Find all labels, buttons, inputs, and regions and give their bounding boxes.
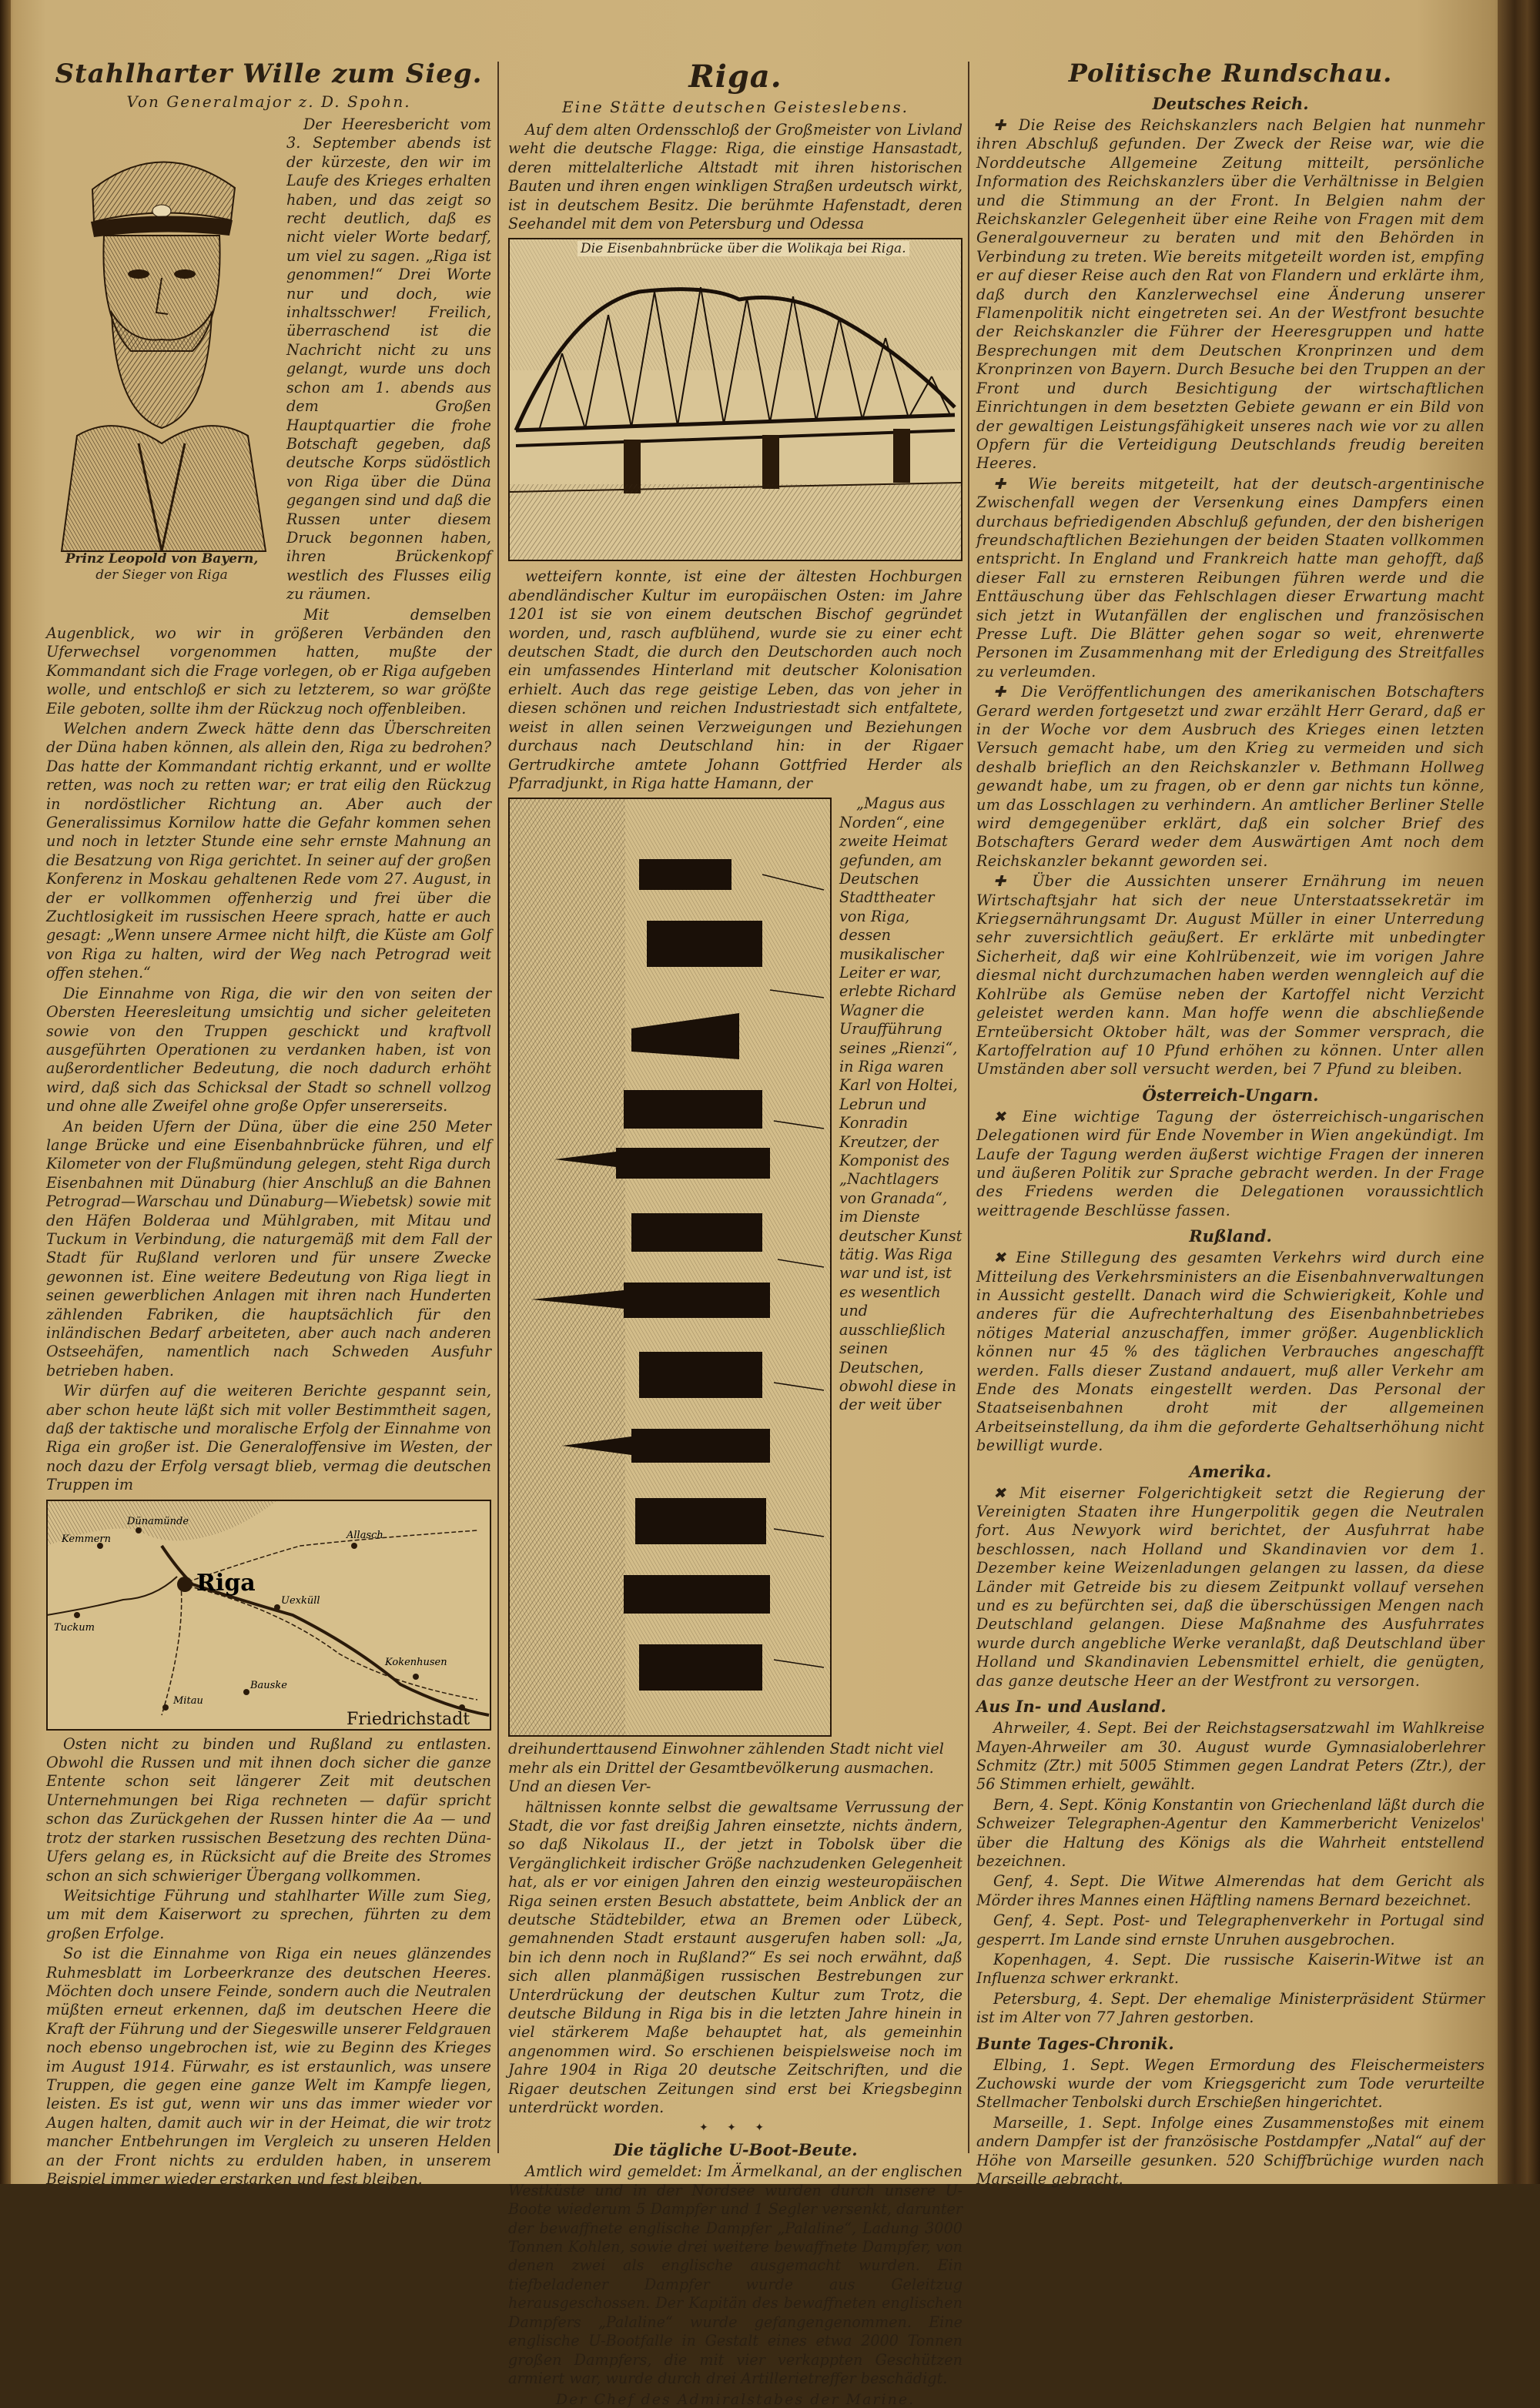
section-oesterreich-ungarn: Österreich-Ungarn. [1142, 1085, 1319, 1105]
news-item: ✚ Die Veröffentlichungen des amerikanischen Botschafters Gerard werden fortgesetzt und zwar erzählt Herr Gerard, daß er in der Woche vor dem Ausbruch des Krieges einen letzten Versuch gemacht habe, um den Krieg zu vermeiden und sich deshalb brieflich an den Reichskanzler v. Bethmann Hollweg gewandt habe, um zu fragen, ob er denn gar nichts tun könne, um das Losschlagen zu verhindern. An amtlicher Berliner Stelle wird demgegenüber erklärt, daß ein solcher Brief des Botschafters Gerard weder dem Auswärtigen Amt noch dem Reichskanzler bekannt geworden sei. [976, 683, 1485, 870]
map-engraving [46, 1500, 491, 1731]
paragraph: „Magus aus Norden“, eine zweite Heimat gefunden, am Deutschen Stadttheater von Riga, dessen musikalischer Leiter er war, erlebte Richard Wagner die Uraufführung seines „Rienzi“, in Riga waren Karl von Holtei, Lebrun und Konradin Kreutzer, der Komponist des „Nachtlagers von Granada“, im Dienste deutscher Kunst tätig. Was Riga war und ist, ist es wesentlich und ausschließlich seinen Deutschen, obwohl diese in der weit über dreihunderttausend Einwohner zählenden Stadt nicht viel mehr als ein Drittel der Gesamtbevölkerung ausmachen. Und an diesen Ver- [508, 794, 962, 1796]
news-brief: Kopenhagen, 4. Sept. Die russische Kaiserin-Witwe ist an Influenza schwer erkrankt. [976, 1950, 1485, 1988]
map-label: Mitau [173, 1694, 203, 1707]
news-brief: Elbing, 1. Sept. Wegen Ermordung des Fleischermeisters Zuchowski wurde der vom Kriegsgericht zum Tode verurteilte Stellmacher Tenbolski durch Erschießen hingerichtet. [976, 2055, 1485, 2112]
page-left-edge [0, 0, 11, 2184]
paragraph: Mit demselben Augenblick, wo wir in größeren Verbänden den Uferwechsel vorgenommen hatten, mußte der Kommandant sich die Frage vorlegen, ob er Riga aufgeben wolle, und entschloß er sich zu letzterem, so war größte Eile geboten, sollte ihm der Rückzug noch offenbleiben. [46, 605, 491, 717]
map-label: Uexküll [281, 1594, 320, 1607]
news-item: ✖ Mit eiserner Folgerichtigkeit setzt die Regierung der Vereinigten Staaten ihre Hungerpolitik gegen die Neutralen fort. Aus Newyork wird berichtet, der Ausfuhrrat habe beschlossen, nach Holland und Skandinavien vor dem 1. Dezember keine Weizenladungen gelangen zu lassen, da diese Länder mit Getreide bis zu diesem Zeitpunkt vollauf versehen und es zu befürchten sei, daß die überschüssigen Mengen nach Deutschland gelangen. Diese Maßnahme des Ausfuhrrates wurde durch angebliche Werke veranlaßt, daß Deutschland über Holland und Skandinavien Lebensmittel erhielt, die genügten, das ganze deutsche Heer an der Westfront zu versorgen. [976, 1483, 1485, 1690]
city-engraving [508, 798, 832, 1737]
news-brief: Ahrweiler, 4. Sept. Bei der Reichstagsersatzwahl im Wahlkreise Mayen-Ahrweiler am 30. August wurde Gymnasialoberlehrer Schmitz (Ztr.) mit 5005 Stimmen gegen Landrat Peters (Ztr.), der 56 Stimmen erhielt, gewählt. [976, 1719, 1485, 1794]
uboot-signature: Der Chef des Admiralstabes der Marine. [555, 2391, 916, 2408]
section-russland: Rußland. [1189, 1226, 1272, 1246]
article-subhead: Eine Stätte deutschen Geisteslebens. [562, 98, 909, 116]
map-riga-region [46, 1500, 491, 1731]
paragraph: Osten nicht zu binden und Rußland zu entlasten. Obwohl die Russen und mit ihnen doch sicher die ganze Entente schon seit längerer Zeit mit deutschen Unternehmungen bei Riga rechneten — dafür spricht schon das Zurückgehen der Russen hinter die Aa — und trotz der starken russischen Besetzung des rechten Düna-Ufers gelang es, in Rücksicht auf die Breite des Stromes schon an sich schwieriger Übergang vollkommen. [46, 1734, 491, 1885]
portrait-caption-title: der Sieger von Riga [95, 567, 228, 583]
paragraph: Der Heeresbericht vom 3. September abends ist der kürzeste, den wir im Laufe des Krieges erhalten haben, und das zeigt so recht deutlich, daß es nicht vieler Worte bedarf, um viel zu sagen. „Riga ist genommen!“ Drei Worte nur und doch, wie inhaltsschwer! Freilich, überraschend ist die Nachricht nicht zu uns gelangt, wurde uns doch schon am 1. abends aus dem Großen Hauptquartier die frohe Botschaft gegeben, daß deutsche Korps südöstlich von Riga über die Düna gegangen sind und daß die Russen unter diesem Druck begonnen haben, ihren Brückenkopf westlich des Flusses eilig zu räumen. [286, 115, 491, 604]
bridge-caption: Die Eisenbahnbrücke über die Wolikaja bei Riga. [578, 241, 909, 256]
map-label: Riga [196, 1569, 256, 1597]
paragraph: An beiden Ufern der Düna, über die eine 250 Meter lange Brücke und eine Eisenbahnbrücke führen, und elf Kilometer von der Flußmündung gelegen, steht Riga durch Eisenbahnen mit Dünaburg (hier Anschluß an die Bahnen Petrograd—Warschau und Dünaburg—Wiebetsk) sowie mit den Häfen Bolderaa und Mühlgraben, mit Mitau und Tuckum in Verbindung, die naturgemäß mit dem Fall der Stadt für Rußland verloren und für unsere Zwecke gewonnen ist. Eine weitere Bedeutung von Riga liegt in seinen gewerblichen Anlagen mit ihren nach Hunderten zählenden Fabriken, die hauptsächlich für den inländischen Bedarf arbeiteten, aber auch nach anderen Ostseehäfen, namentlich nach Schweden Ausfuhr betrieben haben. [46, 1117, 491, 1380]
map-label: Bauske [250, 1679, 287, 1691]
paragraph: So ist die Einnahme von Riga ein neues glänzendes Ruhmesblatt im Lorbeerkranze des deutschen Heeres. Möchten doch unsere Feinde, sondern auch die Neutralen müßten erneut erkennen, daß im deutschen Heere die Kraft der Führung und der Siegeswille unserer Feldgrauen noch ebenso ungebrochen ist, wie zu Beginn des Krieges im August 1914. Fürwahr, es ist erstaunlich, was unsere Truppen, die gegen eine ganze Welt im Kampfe liegen, leisten. Es ist gut, wenn wir uns das immer wieder vor Augen halten, damit auch wir in der Heimat, die wir trotz mancher Entbehrungen im Vergleich zu unseren Helden an der Front nichts zu erdulden haben, in unserem Beispiel immer wieder erstarken und fest bleiben. [46, 1945, 491, 2188]
article-riga [508, 54, 962, 2408]
bridge-engraving [508, 238, 962, 561]
paragraph: Wir dürfen auf die weiteren Berichte gespannt sein, aber schon heute läßt sich mit voller Bestimmtheit sagen, daß der taktische und moralische Erfolg der Einnahme von Riga ein großer ist. Die Generaloffensive im Westen, der noch dazu der Erfolg versagt blieb, vermag die deutschen Truppen im [46, 1382, 491, 1494]
paragraph: Welchen andern Zweck hätte denn das Überschreiten der Düna haben können, als allein den, Riga zu bedrohen? Das hatte der Kommandant richtig erkannt, und er wollte retten, was noch zu retten war; er trat eilig den Rückzug in nordöstlicher Richtung an. Aber auch der Generalissimus Kornilow hatte die Gefahr kommen sehen und noch in letzter Stunde eine sehr ernste Mahnung an die Besatzung von Riga gerichtet. In seiner auf der großen Konferenz in Moskau gehaltenen Rede vom 27. August, in der er vollkommen offenherzig und frei über die Zuchtlosigkeit im russischen Heere sprach, hatte er auch gesagt: „Wenn unsere Armee nicht hilft, die Küste am Golf von Riga zu halten, wird der Weg nach Petrograd weit offen stehen.“ [46, 720, 491, 982]
uboot-headline: Die tägliche U-Boot-Beute. [613, 2140, 858, 2160]
news-item: ✚ Über die Aussichten unserer Ernährung im neuen Wirtschaftsjahr hat sich der neue Unterstaatssekretär im Kriegsernährungsamt Dr. August Müller in einer Unterredung sehr zuversichtlich geäußert. Er erklärte mit unbedingter Sicherheit, daß wir eine Kohlrübenzeit, wie im vorigen Jahre diesmal nicht durchzumachen haben werden wenngleich auf die Kohlrübe als Gemüse neben der Kartoffel nicht Verzicht geleistet werden kann. Man hoffe wenn die abschließende Ernteübersicht Oktober hält, was der Sommer versprach, die Kartoffelration auf 10 Pfund erhöhen zu können. Unter allen Umständen aber soll versucht werden, bei 7 Pfund zu bleiben. [976, 872, 1485, 1079]
paragraph: Auf dem alten Ordensschloß der Großmeister von Livland weht die deutsche Flagge: Riga, die einstige Hansastadt, deren mittelalterliche Altstadt mit ihren historischen Bauten und ihren engen winkligen Straßen urdeutsch wirkt, ist in deutschem Besitz. Die berühmte Hafenstadt, deren Seehandel mit dem von Petersburg und Odessa [508, 121, 962, 233]
page-binding-edge [1498, 0, 1540, 2184]
news-item: ✚ Wie bereits mitgeteilt, hat der deutsch-argentinische Zwischenfall wegen der Versenkung eines Dampfers einen durchaus befriedigenden Abschluß gefunden, der den bisherigen freundschaftlichen Beziehungen der beiden Staaten vollkommen entspricht. In England und Frankreich hatte man gehofft, daß dieser Fall zu ernsteren Reibungen führen werde und die Enttäuschung über das Fehlschlagen dieser Erwartung macht sich jetzt in Wutanfällen der englischen und französischen Presse Luft. Die Blätter gehen sogar so weit, ehrenwerte Personen im Zusammenhang mit der Erledigung des Streitfalles zu verleumden. [976, 474, 1485, 681]
article-headline: Riga. [688, 59, 782, 95]
section-amerika: Amerika. [1189, 1461, 1272, 1481]
paragraph: wetteifern konnte, ist eine der ältesten Hochburgen abendländischer Kultur im europäischen Osten: im Jahre 1201 ist sie von einem deutschen Bischof gegründet worden, und, rasch aufblühend, wurde sie zu einer echt deutschen Stadt, die durch den Deutschorden auch noch ein umfassendes Hinterland mit deutscher Kolonisation erhielt. Auch das rege geistige Leben, das von jeher in diesen schönen und reichen Industriestadt sich entfaltete, weist in allen seinen Verzweigungen und Beziehungen durchaus nach Deutschland hin: in der Rigaer Gertrudkirche amtete Johann Gottfried Herder als Pfarradjunkt, in Riga hatte Hamann, der [508, 567, 962, 792]
article-stahlharter-wille [46, 54, 491, 2188]
map-label: Kemmern [62, 1533, 111, 1545]
city-panorama-illustration [508, 798, 832, 1737]
article-byline: Von Generalmajor z. D. Spohn. [126, 92, 411, 111]
bridge-illustration [508, 238, 962, 561]
section-deutsches-reich: Deutsches Reich. [1152, 94, 1309, 113]
portrait-caption-name: Prinz Leopold von Bayern, [65, 551, 259, 567]
map-label: Tuckum [54, 1621, 95, 1634]
portrait-prinz-leopold [46, 120, 277, 613]
news-brief: Petersburg, 4. Sept. Der ehemalige Ministerpräsident Stürmer ist im Alter von 77 Jahren gestorben. [976, 1989, 1485, 2027]
news-item: ✖ Eine wichtige Tagung der österreichisch-ungarischen Delegationen wird für Ende November in Wien angekündigt. Im Laufe der Tagung werden äußerst wichtige Fragen der inneren und äußeren Politik zur Sprache gebracht werden. In der Frage des Friedens werden die Delegationen voraussichtlich weittragende Beschlüsse fassen. [976, 1107, 1485, 1219]
section-headline: Politische Rundschau. [1068, 59, 1393, 88]
portrait-engraving [46, 120, 277, 551]
column-rule [968, 62, 969, 2153]
column-rule [497, 62, 499, 2153]
article-headline: Stahlharter Wille zum Sieg. [55, 59, 483, 89]
section-bunte-tages-chronik: Bunte Tages-Chronik. [976, 2033, 1174, 2053]
map-label: Dünamünde [127, 1515, 189, 1527]
section-in-und-ausland: Aus In- und Ausland. [976, 1697, 1167, 1717]
map-label: Kokenhusen [385, 1656, 447, 1668]
news-item: ✖ Eine Stillegung des gesamten Verkehrs wird durch eine Mitteilung des Verkehrsministers an die Eisenbahnverwaltungen in Aussicht gestellt. Danach wird die Schwierigkeit, Kohle und anderes für die Aufrechterhaltung des Eisenbahnbetriebes nötiges Material anzuschaffen, immer größer. Augenblicklich können nur 45 % des täglichen Verbrauches angeschafft werden. Falls dieser Zustand andauert, muß aller Verkehr am Ende des Monats eingestellt werden. Das Personal der Staatseisenbahnen droht mit der allgemeinen Arbeitseinstellung, da ihm die geforderte Gehaltserhöhung nicht bewilligt wurde. [976, 1249, 1485, 1455]
map-label: Friedrichstadt [346, 1709, 470, 1729]
paragraph: Weitsichtige Führung und stahlharter Wille zum Sieg, um mit dem Kaiserwort zu sprechen, führten zu dem großen Erfolge. [46, 1886, 491, 1942]
ornament-divider: ✦ ✦ ✦ [698, 2122, 772, 2135]
map-label: Allasch [346, 1529, 383, 1541]
paragraph: Die Einnahme von Riga, die wir den von seiten der Obersten Heeresleitung umsichtig und sicher geleiteten sowie von den Truppen geschickt und kraftvoll ausgeführten Operationen zu verdanken haben, ist von außerordentlicher Bedeutung, die noch dadurch erhöht wird, daß sich das Schicksal der Stadt so schnell vollzog und ohne alle Zweifel ohne große Opfer unsererseits. [46, 984, 491, 1115]
news-brief: Genf, 4. Sept. Die Witwe Almerendas hat dem Gericht als Mörder ihres Mannes einen Häftling namens Bernard bezeichnet. [976, 1872, 1485, 1909]
news-brief: Marseille, 1. Sept. Infolge eines Zusammenstoßes mit einem andern Dampfer ist der französische Postdampfer „Natal“ auf der Höhe von Marseille gesunken. 520 Schiffbrüchige wurden nach Marseille gebracht. [976, 2113, 1485, 2189]
paragraph: hältnissen konnte selbst die gewaltsame Verrussung der Stadt, die vor fast dreißig Jahren einsetzte, nichts ändern, so daß Nikolaus II., der jetzt in Tobolsk über die Vergänglichkeit irdischer Größe nachzudenken Gelegenheit hat, als er vor einigen Jahren den einzig westeuropäischen Riga seinen ersten Besuch abstattete, beim Anblick der an deutsche Städtebilder, etwa an Bremen oder Lübeck, gemahnenden Stadt erstaunt ausgerufen haben soll: „Ja, bin ich denn noch in Rußland?“ Es sei noch erwähnt, daß sich allen planmäßigen russischen Bestrebungen zur Unterdrückung der deutschen Kultur zum Trotz, die deutsche Bildung in Riga bis in die letzten Jahre hinein in viel stärkerem Maße behauptet hat, als gemeinhin angenommen wird. So erschienen beispielsweise noch im Jahre 1904 in Riga 20 deutsche Zeitschriften, und die Rigaer deutschen Zeitungen sind erst bei Kriegsbeginn unterdrückt worden. [508, 1798, 962, 2117]
news-brief: Genf, 4. Sept. Post- und Telegraphenverkehr in Portugal sind gesperrt. Im Lande sind ernste Unruhen ausgebrochen. [976, 1911, 1485, 1948]
news-item: ✚ Die Reise des Reichskanzlers nach Belgien hat nunmehr ihren Abschluß gefunden. Der Zweck der Reise war, wie die Norddeutsche Allgemeine Zeitung mitteilt, persönliche Information des Reichskanzlers über die Verhältnisse in Belgien und die Stimmung an der Front. In Belgien nahm der Reichskanzler Gelegenheit über eine Reihe von Fragen mit dem Generalgouverneur zu beraten und mit den Behörden in Verbindung zu treten. Wie bereits mitgeteilt worden ist, empfing er auf dieser Reise auch den Rat von Flandern und erklärte ihm, daß durch den Kanzlerwechsel eine Änderung unserer Flamenpolitik nicht eingetreten sei. An der Westfront besuchte der Reichskanzler die Führer der Heeresgruppen und hatte Besprechungen mit dem Deutschen Kronprinzen und dem Kronprinzen von Bayern. Durch Besuche bei den Truppen an der Front und durch Besichtigung der wirtschaftlichen Einrichtungen in dem besetzten Gebiete gewann er ein Bild von der gewaltigen Leistungsfähigkeit unseres nach wie vor zu allen Opfern für die Verteidigung Deutschlands freudig bereiten Heeres. [976, 116, 1485, 473]
paragraph: Amtlich wird gemeldet: Im Ärmelkanal, an der englischen Westküste und in der Nordsee wurden durch unsere U-Boote wiederum 5 Dampfer und 1 Segler versenkt, darunter der bewaffnete englische Dampfer „Palaline“, Ladung 3000 Tonnen Kohlen, sowie drei weitere bewaffnete Dampfer, von denen zwei als englische ausgemacht wurden. Ein tiefbeladener Dampfer wurde aus Geleitzug herausgeschossen. Der Kapitän des bewaffneten englischen Dampfers „Palaline“ wurde gefangengenommen. Eine englische U-Bootfalle in Gestalt eines etwa 2000 Tonnen großen Dampfers, die mit vier verkappten Geschützen armiert war, wurde durch drei Artillerietreffer beschädigt. [508, 2162, 962, 2387]
news-brief: Bern, 4. Sept. König Konstantin von Griechenland läßt durch die Schweizer Telegraphen-Agentur den Kammerbericht Venizelos' über die Haltung des Königs als die Wahrheit entstellend bezeichnen. [976, 1795, 1485, 1870]
politische-rundschau [976, 54, 1485, 2189]
